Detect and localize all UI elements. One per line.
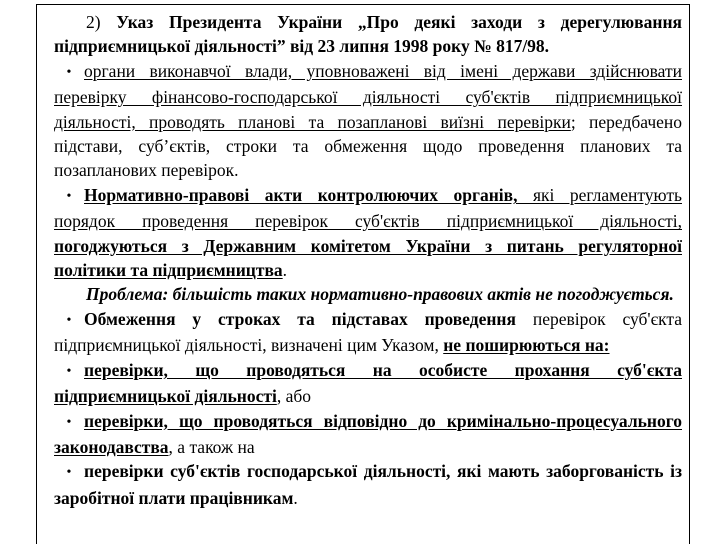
list-item-limits bbox=[54, 307, 682, 358]
limits-bold: Обмеження у строках та підставах проведення bbox=[84, 308, 516, 329]
bullet-icon: • bbox=[66, 64, 72, 80]
bullet-icon: • bbox=[66, 363, 72, 379]
inspections-rest: ; передбачено підстави, суб’єктів, строки та обмеження щодо проведення планових та позапланових перевірок. bbox=[54, 111, 683, 181]
list-item-normative-acts bbox=[54, 183, 682, 283]
bullet-icon: • bbox=[66, 465, 72, 481]
normative-acts-underlined: які регламентують порядок проведення перевірок суб'єктів підприємницької діяльності, bbox=[54, 184, 682, 232]
personal-request-end: , або bbox=[276, 386, 312, 407]
heading-paragraph bbox=[54, 10, 682, 59]
problem-paragraph bbox=[54, 282, 682, 306]
heading-number: 2) bbox=[86, 12, 117, 32]
wage-debt-end: . bbox=[293, 487, 298, 508]
criminal-procedure-end: , а також на bbox=[168, 436, 255, 457]
list-item-inspections bbox=[54, 59, 682, 183]
bullet-icon: • bbox=[66, 414, 72, 430]
list-item-criminal-procedure bbox=[54, 409, 682, 460]
problem-text: більшість таких нормативно-правових актів не погоджується. bbox=[168, 284, 674, 305]
personal-request-text: перевірки, що проводяться на особисте прохання суб'єкта підприємницької діяльності bbox=[54, 359, 682, 407]
list-item-personal-request bbox=[54, 358, 682, 409]
limits-exceptions: не поширюються на: bbox=[443, 335, 610, 356]
normative-acts-bold: Нормативно-правові акти контролюючих органів, bbox=[84, 184, 518, 205]
inspections-underlined: органи виконавчої влади, уповноважені від імені держави здійснювати перевірку фінансово-господарської діяльності суб'єктів підприємницької діяльності, проводять планові та позапланові виїзні перевірки bbox=[54, 60, 682, 132]
list-item-wage-debt bbox=[54, 459, 682, 510]
criminal-procedure-text: перевірки, що проводяться відповідно до кримінально-процесуального законодавства bbox=[54, 410, 682, 457]
bullet-icon: • bbox=[66, 188, 72, 204]
bullet-icon: • bbox=[66, 312, 72, 328]
problem-label: Проблема: bbox=[86, 284, 169, 305]
limits-middle: перевірок суб'єкта підприємницької діяльності, визначені цим Указом, bbox=[54, 308, 682, 356]
heading-title: Указ Президента України „Про деякі заходи з дерегулювання підприємницької діяльності” від 23 липня 1998 року № 817/98. bbox=[54, 12, 682, 57]
document-body bbox=[54, 10, 682, 510]
wage-debt-text: перевірки суб'єктів господарської діяльності, які мають заборгованість із заробітної плати працівникам bbox=[54, 461, 682, 508]
normative-acts-approval: погоджуються з Державним комітетом України з питань регуляторної політики та підприємництва bbox=[54, 235, 682, 281]
normative-acts-end: . bbox=[282, 260, 288, 281]
